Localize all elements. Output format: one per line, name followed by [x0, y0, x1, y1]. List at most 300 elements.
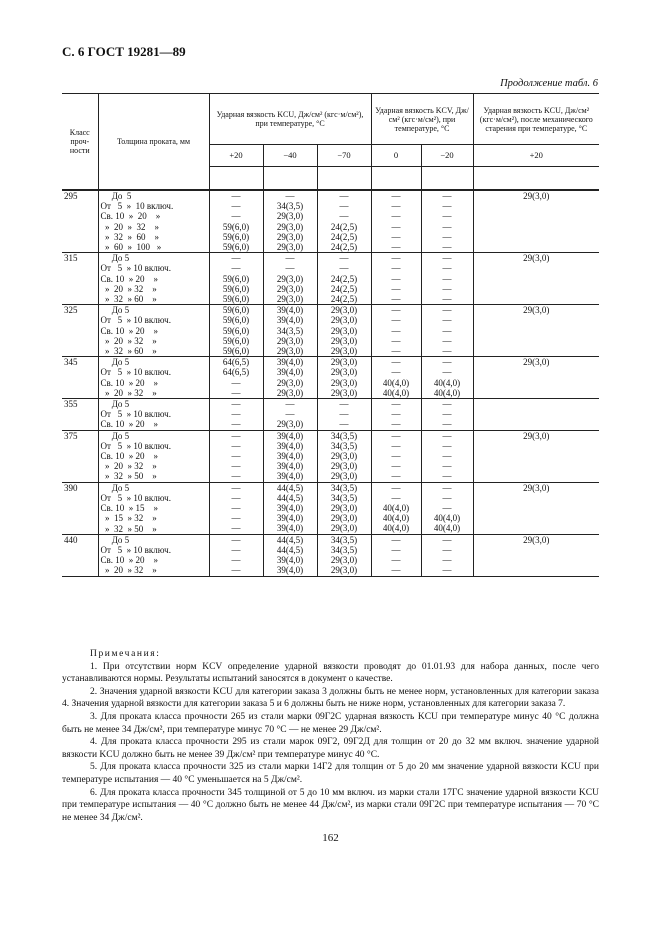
- value: 59(6,0): [222, 345, 250, 356]
- value: —: [391, 191, 401, 201]
- value: 29(3,0): [276, 377, 304, 388]
- value-cell: [421, 253, 473, 305]
- value: 29(3,0): [330, 377, 358, 388]
- table-row: [62, 482, 599, 534]
- value-cell: [209, 534, 263, 576]
- thickness-range: От 5 » 10 включ.: [100, 544, 171, 555]
- value: —: [442, 253, 452, 264]
- value: —: [231, 201, 241, 212]
- table-row: [62, 357, 599, 399]
- col-header-class: Класс проч-ности: [62, 94, 98, 191]
- value-cell: [371, 430, 421, 482]
- thickness-cell: [98, 357, 209, 399]
- value: —: [442, 367, 452, 378]
- value: 29(3,0): [330, 451, 358, 462]
- value-cell: [263, 482, 317, 534]
- note-item: 3. Для проката класса прочности 265 из стали марки 09Г2С ударная вязкость KCU при температуре минус 40 °С должна быть не менее 34 Дж/см², при температуре минус 70 °С — не менее 29 Дж/см².: [62, 711, 599, 735]
- col-header-kcu-aged: Ударная вязкость KCU, Дж/см² (кгс·м/см²), после механического старения при температуре, °С: [473, 94, 599, 145]
- note-item: 2. Значения ударной вязкости KCU для категории заказа 3 должны быть не менее норм, установленных для категории заказа 4. Значения ударной вязкости для категории заказа 5 и 6 должны быть не ниже норм, установленных для категории заказа 7.: [62, 686, 599, 710]
- table-row: [62, 534, 599, 576]
- class-value: 375: [64, 430, 78, 441]
- value: 29(3,0): [330, 513, 358, 524]
- value: 24(2,5): [330, 221, 358, 232]
- value: 29(3,0): [330, 523, 358, 534]
- value: —: [442, 471, 452, 482]
- aged-value-cell: 29(3,0): [473, 482, 599, 534]
- value: 29(3,0): [276, 221, 304, 232]
- value: —: [442, 241, 452, 252]
- value: 40(4,0): [433, 523, 461, 534]
- value: —: [442, 503, 452, 514]
- temp-header: +20: [473, 145, 599, 167]
- value: 29(3,0): [330, 555, 358, 566]
- value: —: [442, 201, 452, 212]
- value: —: [442, 263, 452, 274]
- value: —: [442, 325, 452, 336]
- value: —: [391, 253, 401, 264]
- thickness-range: От 5 » 10 включ.: [100, 409, 171, 420]
- thickness-cell: [98, 305, 209, 357]
- value: —: [442, 482, 452, 493]
- value: —: [442, 357, 452, 368]
- value: 40(4,0): [382, 387, 410, 398]
- class-value: 440: [64, 534, 78, 545]
- thickness-cell: [98, 534, 209, 576]
- value: 44(4,5): [276, 482, 304, 493]
- value: 40(4,0): [433, 513, 461, 524]
- value: —: [442, 534, 452, 545]
- value: 24(2,5): [330, 241, 358, 252]
- class-value: 325: [64, 305, 78, 316]
- thickness-range: До 5: [100, 482, 130, 493]
- value: 34(3,5): [276, 201, 304, 212]
- value: —: [442, 419, 452, 430]
- thickness-range: » 60 » 100 »: [100, 242, 162, 253]
- class-value: 315: [64, 253, 78, 264]
- table-row: [62, 399, 599, 431]
- value: 29(3,0): [330, 315, 358, 326]
- value: —: [231, 555, 241, 566]
- thickness-range: Св. 10 » 15 »: [100, 503, 159, 514]
- value: —: [231, 409, 241, 420]
- value-cell: [263, 253, 317, 305]
- value-cell: [209, 430, 263, 482]
- col-header-kcv: Ударная вязкость KCV, Дж/см² (кгс·м/см²), при температуре, °С: [371, 94, 473, 145]
- value: 40(4,0): [382, 377, 410, 388]
- aged-value-cell: 29(3,0): [473, 534, 599, 576]
- aged-value-cell: 29(3,0): [473, 253, 599, 305]
- value: —: [285, 253, 295, 264]
- value: —: [391, 315, 401, 326]
- value: —: [442, 430, 452, 441]
- value: —: [391, 440, 401, 451]
- value: —: [442, 283, 452, 294]
- value: 34(3,5): [276, 325, 304, 336]
- page-number: 162: [322, 832, 339, 844]
- thickness-cell: [98, 190, 209, 253]
- thickness-range: От 5 » 10 включ.: [100, 201, 174, 212]
- thickness-range: До 5: [100, 191, 132, 201]
- value: 34(3,5): [330, 492, 358, 503]
- value: 44(4,5): [276, 534, 304, 545]
- value: —: [231, 544, 241, 555]
- value: —: [391, 231, 401, 242]
- value: —: [442, 231, 452, 242]
- value: 39(4,0): [276, 513, 304, 524]
- thickness-cell: [98, 399, 209, 431]
- value: 40(4,0): [433, 377, 461, 388]
- aged-value-cell: 29(3,0): [473, 357, 599, 399]
- value: 64(6,5): [222, 357, 250, 368]
- thickness-range: От 5 » 10 включ.: [100, 315, 171, 326]
- class-cell: [62, 253, 98, 305]
- value: —: [391, 263, 401, 274]
- value: 29(3,0): [276, 335, 304, 346]
- value: 34(3,5): [330, 482, 358, 493]
- value: —: [339, 409, 349, 420]
- impact-toughness-table: [62, 93, 599, 577]
- thickness-range: Св. 10 » 20 »: [100, 451, 159, 462]
- thickness-cell: [98, 482, 209, 534]
- thickness-range: » 20 » 32 »: [100, 283, 157, 294]
- value: —: [442, 461, 452, 472]
- value: 34(3,5): [330, 544, 358, 555]
- value: 59(6,0): [222, 221, 250, 232]
- value: —: [391, 430, 401, 441]
- thickness-range: Св. 10 » 20 »: [100, 325, 159, 336]
- value: —: [231, 387, 241, 398]
- value: —: [231, 263, 241, 274]
- value: —: [442, 191, 452, 201]
- value: —: [231, 503, 241, 514]
- value: 29(3,0): [330, 335, 358, 346]
- value: —: [391, 492, 401, 503]
- thickness-range: До 5: [100, 253, 130, 264]
- value: 34(3,5): [330, 430, 358, 441]
- value: 29(3,0): [330, 345, 358, 356]
- value: 39(4,0): [276, 503, 304, 514]
- value: —: [231, 377, 241, 388]
- value: —: [231, 253, 241, 264]
- value: 29(3,0): [330, 367, 358, 378]
- thickness-cell: [98, 253, 209, 305]
- class-cell: [62, 534, 98, 576]
- thickness-range: До 5: [100, 305, 130, 316]
- value: 29(3,0): [276, 419, 304, 430]
- value: —: [391, 325, 401, 336]
- value: 29(3,0): [330, 471, 358, 482]
- value: 39(4,0): [276, 430, 304, 441]
- value: 39(4,0): [276, 357, 304, 368]
- value: —: [231, 482, 241, 493]
- value: 29(3,0): [330, 325, 358, 336]
- thickness-range: От 5 » 10 включ.: [100, 440, 171, 451]
- value: —: [231, 523, 241, 534]
- value: 29(3,0): [330, 357, 358, 368]
- value: 39(4,0): [276, 367, 304, 378]
- value: 59(6,0): [222, 325, 250, 336]
- thickness-range: От 5 » 10 включ.: [100, 367, 171, 378]
- value: 29(3,0): [330, 503, 358, 514]
- class-cell: [62, 430, 98, 482]
- thickness-range: » 20 » 32 »: [100, 461, 157, 472]
- value-cell: [209, 399, 263, 431]
- value: 24(2,5): [330, 283, 358, 294]
- value: —: [391, 482, 401, 493]
- class-cell: [62, 357, 98, 399]
- value: 34(3,5): [330, 440, 358, 451]
- value: —: [442, 544, 452, 555]
- aged-value-cell: 29(3,0): [473, 430, 599, 482]
- value: —: [339, 211, 349, 222]
- thickness-range: От 5 » 10 включ.: [100, 492, 171, 503]
- value: —: [391, 293, 401, 304]
- value: —: [285, 399, 295, 410]
- value: 40(4,0): [382, 513, 410, 524]
- class-cell: [62, 399, 98, 431]
- notes: [62, 648, 599, 824]
- table-continuation-label: Продолжение табл. 6: [500, 78, 598, 89]
- value: —: [339, 419, 349, 430]
- thickness-range: Св. 10 » 20 »: [100, 555, 159, 566]
- value-cell: [317, 190, 371, 253]
- temp-header: −20: [421, 145, 473, 167]
- value: —: [442, 273, 452, 284]
- value-cell: [421, 357, 473, 399]
- value: 29(3,0): [330, 387, 358, 398]
- value: 59(6,0): [222, 305, 250, 316]
- thickness-range: » 32 » 50 »: [100, 523, 157, 534]
- value: —: [391, 283, 401, 294]
- thickness-range: » 15 » 32 »: [100, 513, 157, 524]
- value: —: [442, 345, 452, 356]
- value: 29(3,0): [276, 345, 304, 356]
- thickness-range: Св. 10 » 20 »: [100, 377, 159, 388]
- notes-title: Примечания:: [90, 649, 161, 659]
- value: 59(6,0): [222, 315, 250, 326]
- thickness-range: От 5 » 10 включ.: [100, 263, 171, 274]
- value: 59(6,0): [222, 273, 250, 284]
- value: 40(4,0): [382, 523, 410, 534]
- value: —: [231, 451, 241, 462]
- value: 39(4,0): [276, 451, 304, 462]
- temp-header: 0: [371, 145, 421, 167]
- value: 29(3,0): [276, 387, 304, 398]
- note-item: 4. Для проката класса прочности 295 из стали марок 09Г2, 09Г2Д для толщин от 20 до 32 мм включ. значение ударной вязкости KCU должно быть не менее 39 Дж/см² при температуре минус 40 °С.: [62, 737, 599, 760]
- value: —: [442, 565, 452, 576]
- value: —: [231, 419, 241, 430]
- value: 24(2,5): [330, 273, 358, 284]
- value: —: [285, 409, 295, 420]
- value: —: [231, 461, 241, 472]
- thickness-range: Св. 10 » 20 »: [100, 211, 161, 222]
- class-value: 345: [64, 357, 78, 368]
- value: 29(3,0): [330, 305, 358, 316]
- value-cell: [317, 534, 371, 576]
- page-header: С. 6 ГОСТ 19281—89: [62, 44, 186, 59]
- value: 59(6,0): [222, 335, 250, 346]
- value: —: [391, 335, 401, 346]
- thickness-range: До 5: [100, 399, 130, 410]
- table-row: [62, 430, 599, 482]
- value: 24(2,5): [330, 231, 358, 242]
- value: —: [442, 211, 452, 222]
- value: 39(4,0): [276, 523, 304, 534]
- value-cell: [371, 482, 421, 534]
- note-item: 1. При отсутствии норм KCV определение ударной вязкости проводят до 01.01.93 для набора данных, после чего устанавливаются нормы. Результаты испытаний заносятся в документ о качестве.: [62, 661, 599, 685]
- value: —: [391, 367, 401, 378]
- value-cell: [209, 305, 263, 357]
- value: 29(3,0): [276, 231, 304, 242]
- note-item: 5. Для проката класса прочности 325 из стали марки 14Г2 для толщин от 5 до 20 мм значение ударной вязкости KCU при температуре испытания — 40 °С уменьшается на 5 Дж/см².: [62, 762, 599, 785]
- value: 29(3,0): [276, 283, 304, 294]
- aged-value-cell: 29(3,0): [473, 305, 599, 357]
- table-row: [62, 305, 599, 357]
- value: —: [231, 471, 241, 482]
- value: 29(3,0): [330, 565, 358, 576]
- value-cell: [263, 357, 317, 399]
- value-cell: [209, 253, 263, 305]
- value-cell: [421, 399, 473, 431]
- value-cell: [317, 430, 371, 482]
- value: —: [231, 440, 241, 451]
- value: —: [285, 191, 295, 201]
- value-cell: [371, 305, 421, 357]
- value: —: [442, 315, 452, 326]
- value: —: [442, 409, 452, 420]
- value-cell: [317, 305, 371, 357]
- value-cell: [371, 190, 421, 253]
- value: —: [391, 305, 401, 316]
- thickness-range: » 32 » 60 »: [100, 231, 159, 242]
- value: 64(6,5): [222, 367, 250, 378]
- value: —: [339, 253, 349, 264]
- value-cell: [421, 430, 473, 482]
- class-value: 355: [64, 399, 78, 410]
- value: 34(3,5): [330, 534, 358, 545]
- thickness-range: » 32 » 60 »: [100, 346, 157, 357]
- value: —: [391, 534, 401, 545]
- value-cell: [371, 534, 421, 576]
- table-body: [62, 190, 599, 576]
- value: —: [442, 305, 452, 316]
- aged-value-cell: 29(3,0): [473, 190, 599, 253]
- value-cell: [263, 190, 317, 253]
- value: —: [442, 293, 452, 304]
- value: —: [442, 221, 452, 232]
- class-cell: [62, 482, 98, 534]
- value-cell: [263, 534, 317, 576]
- value-cell: [209, 357, 263, 399]
- thickness-range: До 5: [100, 534, 130, 545]
- value: —: [391, 409, 401, 420]
- value: —: [339, 201, 349, 212]
- value: —: [231, 565, 241, 576]
- value: 44(4,5): [276, 492, 304, 503]
- value-cell: [209, 482, 263, 534]
- value: 44(4,5): [276, 544, 304, 555]
- value: 39(4,0): [276, 305, 304, 316]
- aged-value-cell: [473, 399, 599, 431]
- value: —: [231, 211, 241, 222]
- value: —: [442, 335, 452, 346]
- value: 40(4,0): [382, 503, 410, 514]
- value: —: [391, 461, 401, 472]
- value: 29(3,0): [276, 241, 304, 252]
- value: 40(4,0): [433, 387, 461, 398]
- temp-header: −70: [317, 145, 371, 167]
- value: —: [391, 399, 401, 410]
- value: 59(6,0): [222, 283, 250, 294]
- value: —: [391, 211, 401, 222]
- thickness-range: » 32 » 50 »: [100, 471, 157, 482]
- thickness-range: » 20 » 32 »: [100, 387, 157, 398]
- value-cell: [371, 399, 421, 431]
- class-value: 295: [64, 191, 78, 201]
- thickness-range: Св. 10 » 20 »: [100, 419, 159, 430]
- col-header-thickness: Толщина проката, мм: [98, 94, 209, 191]
- value-cell: [421, 305, 473, 357]
- value: —: [339, 399, 349, 410]
- value: 39(4,0): [276, 315, 304, 326]
- note-item: 6. Для проката класса прочности 345 толщиной от 5 до 10 мм включ. из марки стали 17ГС значение ударной вязкости KCU при температуре испытания — 40 °С должно быть не менее 44 Дж/см², из марки стали 09Г2С при температуре испытания — 70 °С не менее 34 Дж/см².: [62, 787, 599, 823]
- col-header-kcu: Ударная вязкость KCU, Дж/см² (кгс·м/см²), при температуре, °С: [209, 94, 371, 145]
- value-cell: [263, 430, 317, 482]
- value: 59(6,0): [222, 231, 250, 242]
- value: —: [285, 263, 295, 274]
- thickness-cell: [98, 430, 209, 482]
- class-cell: [62, 305, 98, 357]
- value: —: [391, 419, 401, 430]
- value: —: [391, 241, 401, 252]
- value: —: [339, 191, 349, 201]
- value: —: [391, 345, 401, 356]
- value: —: [391, 357, 401, 368]
- thickness-range: Св. 10 » 20 »: [100, 273, 159, 284]
- value-cell: [371, 357, 421, 399]
- table-row: [62, 253, 599, 305]
- value: —: [391, 221, 401, 232]
- value: 39(4,0): [276, 461, 304, 472]
- value: —: [391, 555, 401, 566]
- value: —: [231, 534, 241, 545]
- value-cell: [317, 253, 371, 305]
- value-cell: [371, 253, 421, 305]
- value: —: [442, 451, 452, 462]
- value: —: [391, 451, 401, 462]
- value: 29(3,0): [276, 273, 304, 284]
- thickness-range: » 20 » 32 »: [100, 221, 159, 232]
- value-cell: [263, 305, 317, 357]
- class-cell: [62, 190, 98, 253]
- value: —: [339, 263, 349, 274]
- value-cell: [421, 534, 473, 576]
- thickness-range: » 32 » 60 »: [100, 294, 157, 305]
- value: —: [231, 513, 241, 524]
- value: —: [391, 201, 401, 212]
- value: —: [391, 544, 401, 555]
- class-value: 390: [64, 482, 78, 493]
- value-cell: [263, 399, 317, 431]
- value: 39(4,0): [276, 555, 304, 566]
- value: —: [442, 492, 452, 503]
- value: —: [231, 492, 241, 503]
- value: 39(4,0): [276, 471, 304, 482]
- value-cell: [209, 190, 263, 253]
- thickness-range: До 5: [100, 357, 130, 368]
- value: —: [391, 471, 401, 482]
- table-row: [62, 190, 599, 253]
